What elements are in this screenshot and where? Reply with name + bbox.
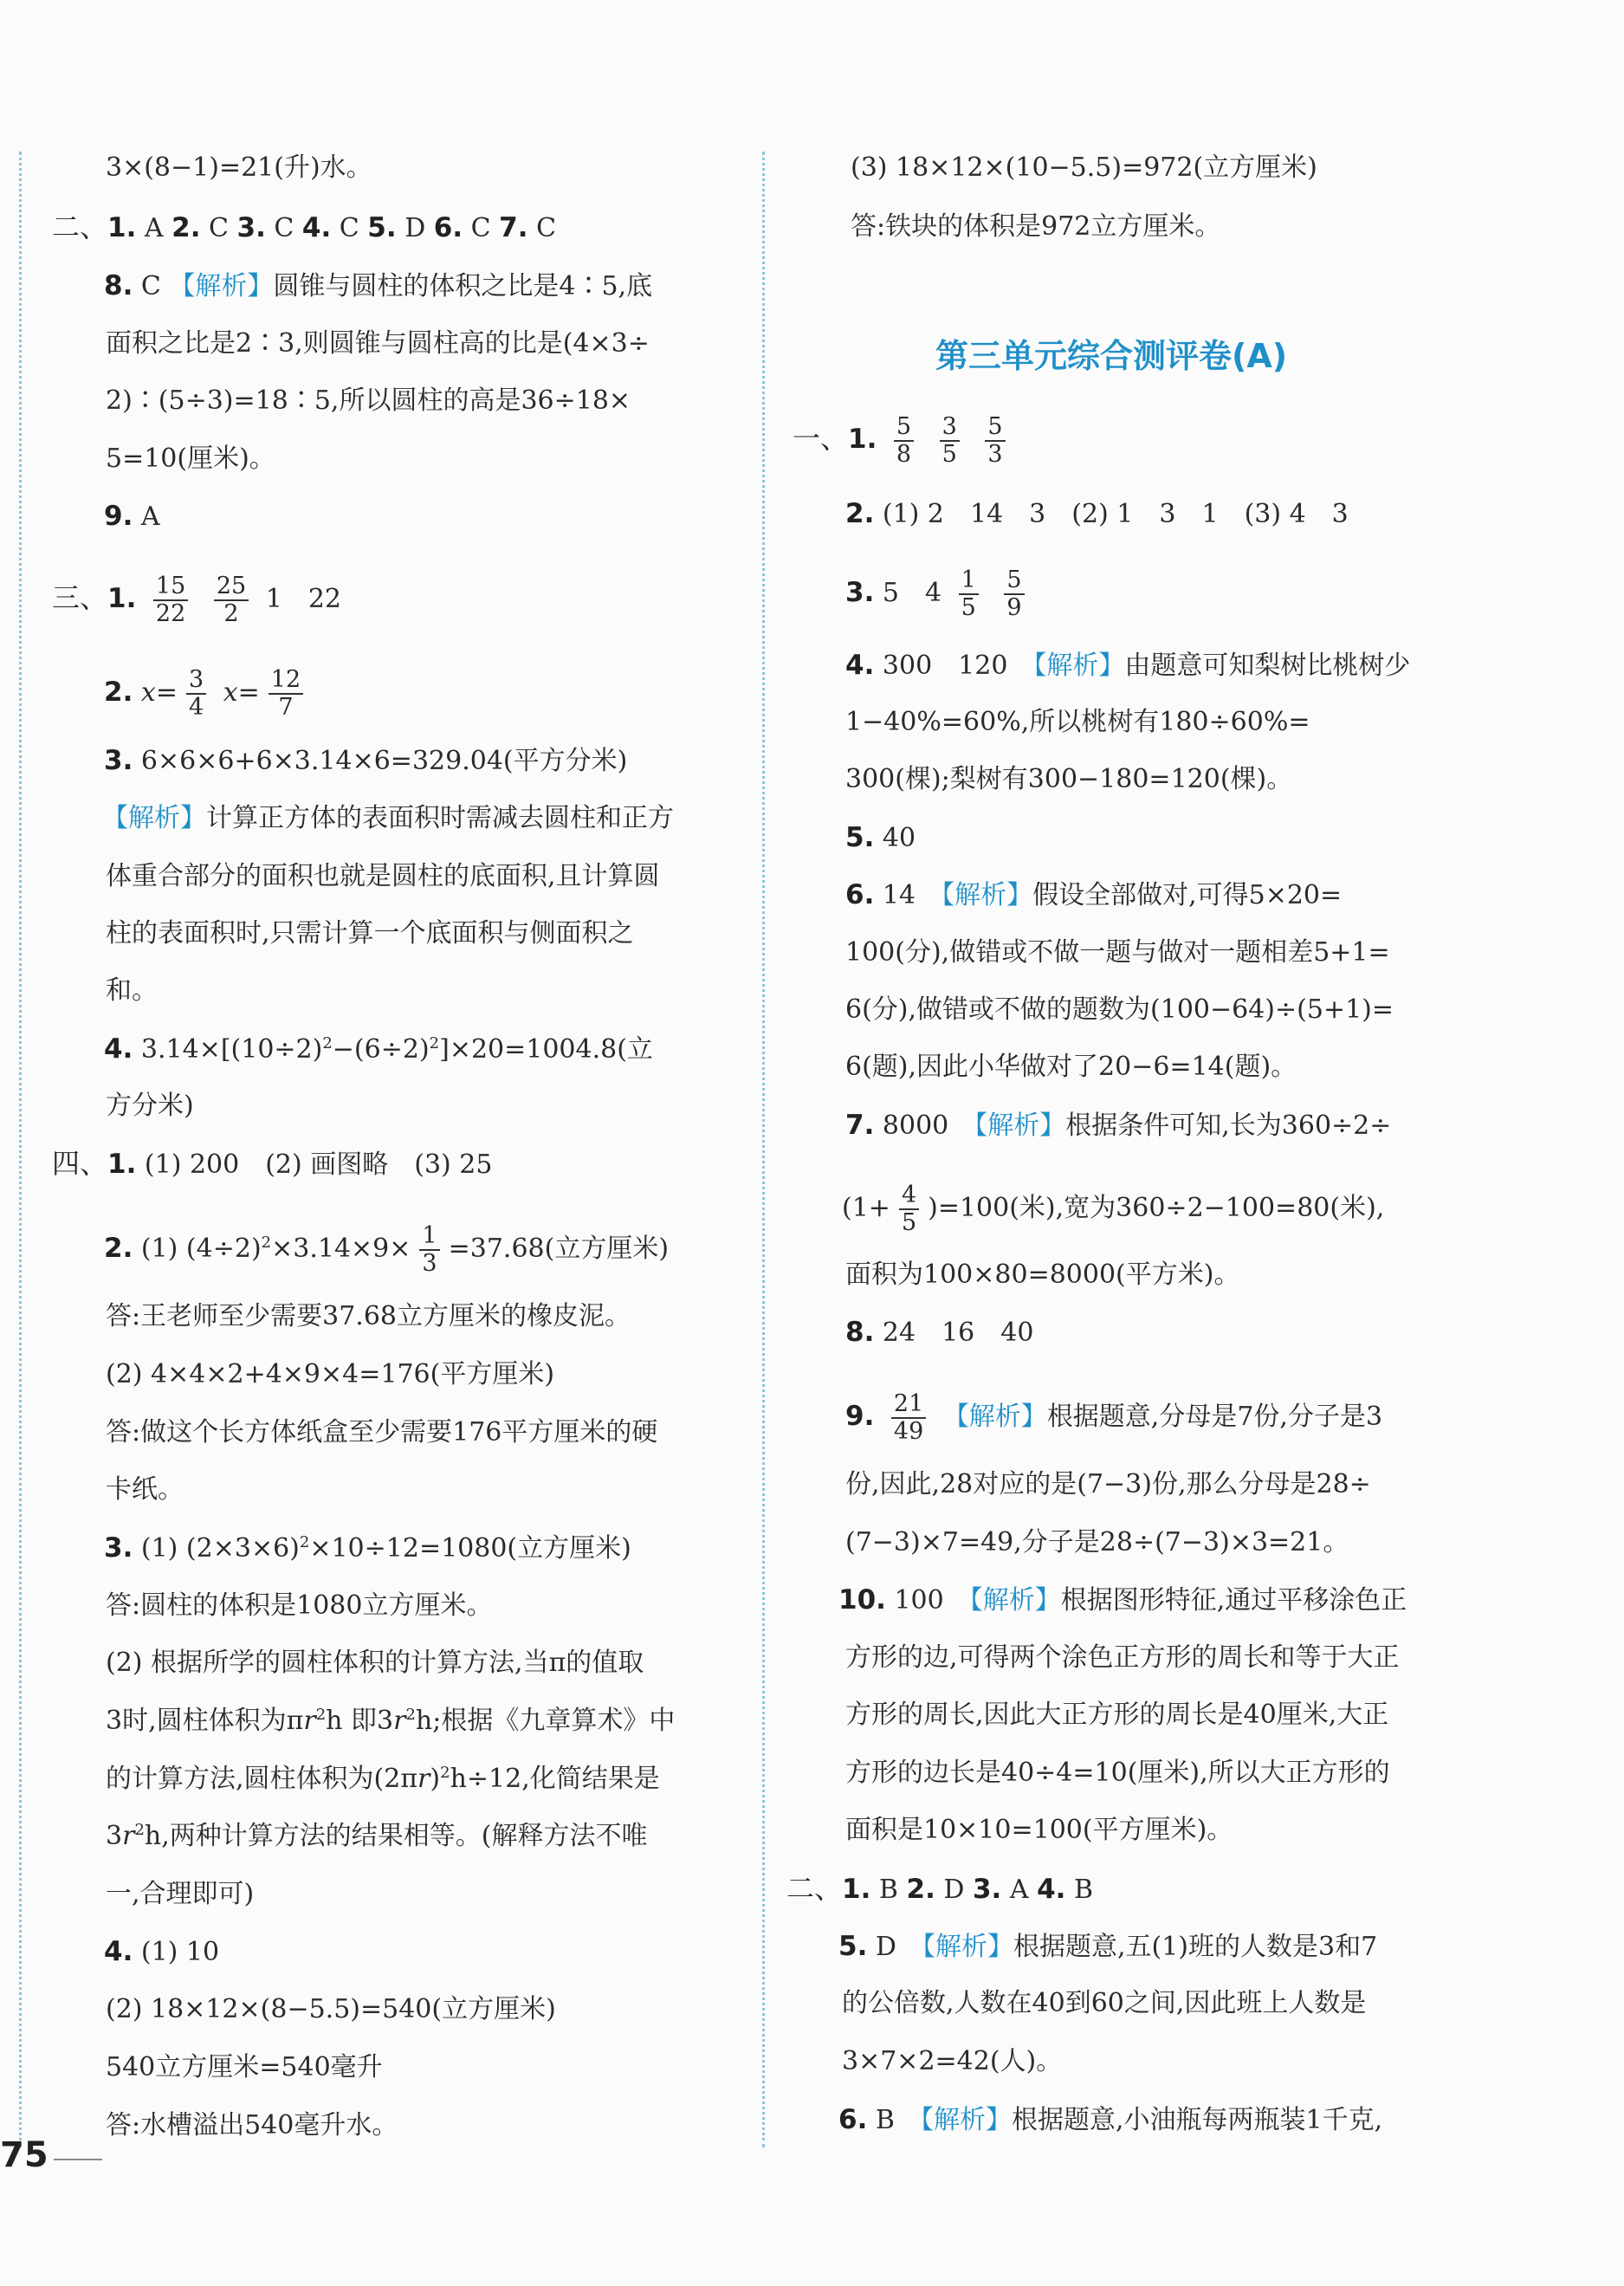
section-number: 一、 xyxy=(793,422,849,455)
answer-line xyxy=(851,210,1220,244)
numerator: 1 xyxy=(959,567,979,595)
denominator: 2 xyxy=(223,600,239,627)
line-text: 答:铁块的体积是972立方厘米。 xyxy=(851,211,1221,242)
answer-line xyxy=(845,1525,1349,1560)
question-number: 1. xyxy=(107,212,137,243)
fraction xyxy=(1004,567,1024,621)
line-text: =37.68(立方厘米) xyxy=(448,1234,670,1264)
numerator: 4 xyxy=(899,1182,919,1210)
numerator: 1 xyxy=(419,1223,439,1251)
answer-value: (1) 200 (2) 画图略 (3) 25 xyxy=(136,1149,493,1180)
analysis-tag: 【解析】 xyxy=(102,803,206,833)
answer-value: A xyxy=(1001,1875,1038,1905)
line-text: 根据条件可知,长为360÷2÷ xyxy=(1065,1111,1392,1141)
answer-line xyxy=(845,877,1342,913)
page-number: 75 xyxy=(0,2135,49,2175)
line-text: h 即3 xyxy=(326,1706,394,1736)
question-number: 6. xyxy=(838,2104,868,2135)
question-number: 4. xyxy=(1037,1874,1066,1905)
answer-value: 8000 xyxy=(874,1111,975,1141)
variable: r xyxy=(417,1764,430,1794)
denominator: 4 xyxy=(188,694,204,721)
answer-line xyxy=(845,1050,1297,1085)
numerator: 15 xyxy=(153,573,188,601)
answer-line xyxy=(106,1589,492,1623)
answer-line xyxy=(106,327,650,361)
answer-line xyxy=(104,743,627,779)
answer-line xyxy=(104,269,652,304)
line-text: ]×20=1004.8(立 xyxy=(439,1034,653,1065)
answer-line xyxy=(842,1986,1366,2021)
line-text: 6(题),因此小华做对了20−6=14(题)。 xyxy=(845,1052,1297,1082)
variable-equation: x= xyxy=(140,677,178,708)
line-text: (2) 18×12×(8−5.5)=540(立方厘米) xyxy=(106,1994,556,2024)
line-text: 份,因此,28对应的是(7−3)份,那么分母是28÷ xyxy=(845,1469,1371,1499)
line-text: 一,合理即可) xyxy=(106,1879,255,1909)
question-number: 7. xyxy=(499,212,528,243)
question-number: 1. xyxy=(107,1149,137,1180)
question-number: 7. xyxy=(845,1110,875,1141)
numerator: 5 xyxy=(1004,567,1024,595)
exponent: 2 xyxy=(261,1234,272,1252)
line-text: h,两种计算方法的结果相等。(解释方法不唯 xyxy=(144,1821,648,1851)
fraction xyxy=(894,414,914,468)
question-number: 1. xyxy=(107,583,137,614)
denominator: 3 xyxy=(987,441,1003,468)
answer-value: B xyxy=(870,1875,907,1905)
answer-line xyxy=(104,1032,653,1067)
line-text: 方形的边长是40÷4=10(厘米),所以大正方形的 xyxy=(845,1758,1390,1788)
denominator: 9 xyxy=(1006,594,1022,621)
numerator: 25 xyxy=(214,573,249,601)
question-number: 2. xyxy=(906,1874,935,1905)
denominator: 5 xyxy=(961,594,976,621)
denominator: 3 xyxy=(422,1250,437,1277)
analysis-tag: 【解析】 xyxy=(974,1111,1066,1141)
answer-line xyxy=(52,573,341,627)
numerator: 12 xyxy=(269,667,303,695)
answer-line xyxy=(106,1415,657,1450)
analysis-tag: 【解析】 xyxy=(942,1402,1047,1432)
line-text: 卡纸。 xyxy=(106,1474,184,1505)
analysis-tag: 【解析】 xyxy=(922,1932,1013,1962)
answer-value: 6×6×6+6×3.14×6=329.04(平方分米) xyxy=(133,746,628,776)
answer-line xyxy=(106,1089,194,1124)
answer-value: (1) 10 xyxy=(133,1937,220,1967)
answer-line xyxy=(845,936,1390,970)
answer-line xyxy=(845,705,1310,740)
line-text: 3 xyxy=(106,1821,123,1851)
answer-line xyxy=(845,820,916,856)
fraction xyxy=(419,1223,439,1277)
line-text: 面积为100×80=8000(平方米)。 xyxy=(845,1260,1240,1290)
answer-value: 14 xyxy=(874,880,942,910)
answer-line xyxy=(845,1698,1388,1732)
answer-value: A xyxy=(136,213,172,243)
fraction xyxy=(899,1182,919,1236)
question-number: 4. xyxy=(845,650,875,681)
answer-line xyxy=(106,1819,647,1854)
line-text: 3时,圆柱体积为π xyxy=(106,1706,304,1736)
answer-line xyxy=(106,1646,644,1681)
page-number-rule xyxy=(54,2159,102,2160)
analysis-tag: 【解析】 xyxy=(941,880,1033,910)
answer-value: A xyxy=(133,502,160,532)
answer-line xyxy=(845,1315,1033,1350)
exponent: 2 xyxy=(440,1764,450,1782)
answer-line xyxy=(845,1391,1382,1445)
line-text: 根据题意,五(1)班的人数是3和7 xyxy=(1013,1932,1378,1962)
numerator: 5 xyxy=(985,414,1005,442)
answer-line xyxy=(845,993,1394,1027)
fraction xyxy=(940,414,960,468)
answer-value: 300 120 xyxy=(874,651,1034,681)
answer-line xyxy=(102,801,674,836)
question-number: 2. xyxy=(104,1233,133,1264)
answer-line xyxy=(845,1641,1400,1675)
line-text: (1) (2×3×6) xyxy=(133,1533,300,1564)
line-text: ) xyxy=(430,1764,441,1794)
analysis-tag: 【解析】 xyxy=(1033,651,1125,681)
question-number: 4. xyxy=(104,1936,133,1967)
answer-value: (1) 2 14 3 (2) 1 3 1 (3) 4 3 xyxy=(874,499,1349,529)
answer-line xyxy=(104,1934,219,1970)
question-number: 9. xyxy=(845,1401,875,1432)
answer-line xyxy=(106,384,631,418)
variable: r xyxy=(303,1706,316,1736)
answer-line xyxy=(106,151,372,185)
question-number: 5. xyxy=(838,1931,868,1962)
line-text: 方形的边,可得两个涂色正方形的周长和等于大正 xyxy=(845,1642,1400,1673)
line-text: ×3.14×9× xyxy=(271,1234,411,1264)
answer-value: C xyxy=(133,271,170,301)
question-number: 6. xyxy=(845,879,875,910)
line-text: (7−3)×7=49,分子是28÷(7−3)×3=21。 xyxy=(845,1527,1349,1557)
answer-value: 1 22 xyxy=(265,584,341,614)
answer-line xyxy=(106,974,158,1008)
exponent: 2 xyxy=(405,1706,416,1724)
question-number: 2. xyxy=(845,498,875,529)
answer-value: C xyxy=(331,213,368,243)
analysis-tag: 【解析】 xyxy=(920,2105,1012,2135)
line-text: ×10÷12=1080(立方厘米) xyxy=(309,1533,631,1564)
answer-line xyxy=(106,1299,631,1334)
fraction xyxy=(153,573,188,627)
fraction xyxy=(214,573,249,627)
answer-line xyxy=(845,1467,1371,1502)
line-text: 由题意可知梨树比桃树少 xyxy=(1124,651,1411,681)
line-text: (1+ xyxy=(842,1193,890,1223)
line-text: 和。 xyxy=(106,975,158,1006)
answer-line xyxy=(106,916,634,951)
answer-line xyxy=(838,2102,1382,2138)
answer-value: 40 xyxy=(874,823,916,853)
variable: r xyxy=(122,1821,135,1851)
section-number: 二、 xyxy=(52,210,108,243)
fraction xyxy=(891,1391,926,1445)
question-number: 3. xyxy=(104,745,133,776)
answer-value: D xyxy=(867,1932,922,1962)
numerator: 3 xyxy=(940,414,960,442)
answer-line xyxy=(842,1182,1384,1236)
section-title: 第三单元综合测评卷(A) xyxy=(935,337,1288,375)
question-number: 4. xyxy=(301,212,332,243)
analysis-tag: 【解析】 xyxy=(969,1585,1061,1616)
answer-line xyxy=(838,1583,1407,1618)
denominator: 49 xyxy=(893,1418,924,1445)
answer-line xyxy=(845,648,1410,683)
question-number: 1. xyxy=(842,1874,871,1905)
line-text: 1−40%=60%,所以桃树有180÷60%= xyxy=(845,707,1310,737)
center-column-divider xyxy=(762,152,765,2147)
answer-line xyxy=(104,667,312,721)
analysis-tag: 【解析】 xyxy=(169,271,274,301)
fraction xyxy=(985,414,1005,468)
line-text: 答:做这个长方体纸盒至少需要176平方厘米的硬 xyxy=(106,1417,658,1447)
line-text: (2) 4×4×2+4×9×4=176(平方厘米) xyxy=(106,1359,555,1389)
line-text: 3×(8−1)=21(升)水。 xyxy=(106,152,372,183)
exponent: 2 xyxy=(299,1533,310,1551)
answer-line xyxy=(106,1762,660,1797)
answer-value: D xyxy=(935,1875,973,1905)
line-text: 答:王老师至少需要37.68立方厘米的橡皮泥。 xyxy=(106,1301,631,1331)
denominator: 5 xyxy=(901,1209,917,1236)
line-text: 100(分),做错或不做一题与做对一题相差5+1= xyxy=(845,937,1390,968)
line-text: 柱的表面积时,只需计算一个底面积与侧面积之 xyxy=(106,918,634,949)
line-text: 面积是10×10=100(平方厘米)。 xyxy=(845,1815,1233,1845)
line-text: 3.14×[(10÷2) xyxy=(133,1034,323,1065)
line-text: 的计算方法,圆柱体积为(2π xyxy=(106,1764,418,1794)
denominator: 7 xyxy=(278,694,294,721)
question-number: 10. xyxy=(838,1584,886,1616)
answer-line xyxy=(104,499,160,534)
line-text: 根据题意,小油瓶每两瓶装1千克, xyxy=(1011,2105,1383,2135)
question-number: 2. xyxy=(104,677,133,708)
exponent: 2 xyxy=(322,1034,333,1052)
answer-line xyxy=(845,567,1033,621)
question-number: 8. xyxy=(104,270,133,301)
answer-value: B xyxy=(867,2105,921,2135)
numerator: 21 xyxy=(891,1391,926,1419)
line-text: (2) 根据所学的圆柱体积的计算方法,当π的值取 xyxy=(106,1648,644,1678)
answer-line xyxy=(106,859,660,894)
answer-value: C xyxy=(265,213,302,243)
answer-value: 5 4 xyxy=(874,578,942,608)
line-text: −(6÷2) xyxy=(332,1034,430,1065)
line-text: 假设全部做对,可得5×20= xyxy=(1032,880,1343,910)
exponent: 2 xyxy=(429,1034,440,1052)
section-number: 四、 xyxy=(52,1147,108,1180)
answer-line xyxy=(851,151,1317,185)
denominator: 22 xyxy=(155,600,186,627)
line-text: 方形的周长,因此大正方形的周长是40厘米,大正 xyxy=(845,1700,1389,1730)
question-number: 5. xyxy=(367,212,397,243)
answer-line xyxy=(104,1223,669,1277)
answer-line xyxy=(106,1473,184,1507)
answer-line xyxy=(786,1871,1093,1907)
question-number: 3. xyxy=(845,577,875,608)
question-number: 5. xyxy=(845,822,875,853)
line-text: (1) (4÷2) xyxy=(133,1234,262,1264)
question-number: 3. xyxy=(972,1874,1002,1905)
question-number: 6. xyxy=(433,212,463,243)
line-text: 面积之比是2∶3,则圆锥与圆柱高的比是(4×3÷ xyxy=(106,328,650,359)
answer-value: 100 xyxy=(885,1585,970,1616)
line-text: 5=10(厘米)。 xyxy=(106,444,275,474)
line-text: 计算正方体的表面积时需减去圆柱和正方 xyxy=(206,803,674,833)
fraction xyxy=(959,567,979,621)
section-number: 二、 xyxy=(786,1872,843,1905)
answer-line xyxy=(52,210,556,246)
line-text: 圆锥与圆柱的体积之比是4∶5,底 xyxy=(273,271,653,301)
question-number: 2. xyxy=(171,212,201,243)
answer-line xyxy=(845,1756,1390,1791)
line-text: 方分米) xyxy=(106,1091,194,1121)
answer-line xyxy=(106,1357,554,1392)
line-text: (3) 18×12×(10−5.5)=972(立方厘米) xyxy=(851,152,1317,183)
answer-value: C xyxy=(200,213,237,243)
answer-line xyxy=(104,1531,631,1566)
answer-line xyxy=(106,1877,254,1912)
numerator: 5 xyxy=(894,414,914,442)
answer-line xyxy=(106,2108,398,2143)
line-text: 答:水槽溢出540毫升水。 xyxy=(106,2110,398,2140)
answer-value: C xyxy=(527,213,557,243)
numerator: 3 xyxy=(186,667,206,695)
answer-line xyxy=(52,1146,492,1182)
left-column-divider xyxy=(19,152,22,2147)
answer-line xyxy=(845,1258,1239,1292)
line-text: h;根据《九章算术》中 xyxy=(415,1706,676,1736)
section-number: 三、 xyxy=(52,581,108,614)
answer-line xyxy=(845,1108,1391,1143)
line-text: 的公倍数,人数在40到60之间,因此班上人数是 xyxy=(842,1988,1367,2018)
line-text: 2)∶(5÷3)=18∶5,所以圆柱的高是36÷18× xyxy=(106,385,631,416)
exponent: 2 xyxy=(134,1821,145,1839)
variable: r xyxy=(393,1706,406,1736)
line-text: 540立方厘米=540毫升 xyxy=(106,2052,383,2082)
line-text: 根据图形特征,通过平移涂色正 xyxy=(1060,1585,1407,1616)
answer-line xyxy=(845,496,1349,532)
question-number: 1. xyxy=(848,424,877,455)
answer-value: D xyxy=(396,213,434,243)
line-text: 6(分),做错或不做的题数为(100−64)÷(5+1)= xyxy=(845,994,1394,1025)
answer-value: B xyxy=(1065,1875,1094,1905)
answer-line xyxy=(106,1992,556,2027)
variable-equation: x= xyxy=(223,677,260,708)
line-text: 3×7×2=42(人)。 xyxy=(842,2046,1063,2076)
question-number: 4. xyxy=(104,1033,133,1065)
line-text: h÷12,化简结果是 xyxy=(450,1764,660,1794)
line-text: )=100(米),宽为360÷2−100=80(米), xyxy=(928,1193,1385,1223)
answer-value: 24 16 40 xyxy=(874,1318,1034,1348)
question-number: 9. xyxy=(104,501,133,532)
answer-line xyxy=(106,442,275,476)
answer-line xyxy=(838,1929,1377,1965)
answer-line xyxy=(793,414,1014,468)
line-text: 300(棵);梨树有300−180=120(棵)。 xyxy=(845,764,1293,794)
line-text: 答:圆柱的体积是1080立方厘米。 xyxy=(106,1590,493,1621)
line-text: 根据题意,分母是7份,分子是3 xyxy=(1046,1402,1383,1432)
denominator: 5 xyxy=(941,441,957,468)
question-number: 8. xyxy=(845,1317,875,1348)
answer-line xyxy=(106,2050,383,2085)
answer-line xyxy=(106,1704,675,1739)
answer-line xyxy=(842,2044,1062,2079)
fraction xyxy=(269,667,303,721)
fraction xyxy=(186,667,206,721)
answer-value: C xyxy=(463,213,500,243)
question-number: 3. xyxy=(104,1532,133,1564)
denominator: 8 xyxy=(896,441,912,468)
question-number: 3. xyxy=(236,212,266,243)
line-text: 体重合部分的面积也就是圆柱的底面积,且计算圆 xyxy=(106,861,660,891)
exponent: 2 xyxy=(315,1706,327,1724)
answer-line xyxy=(845,1813,1233,1848)
answer-line xyxy=(845,762,1292,797)
